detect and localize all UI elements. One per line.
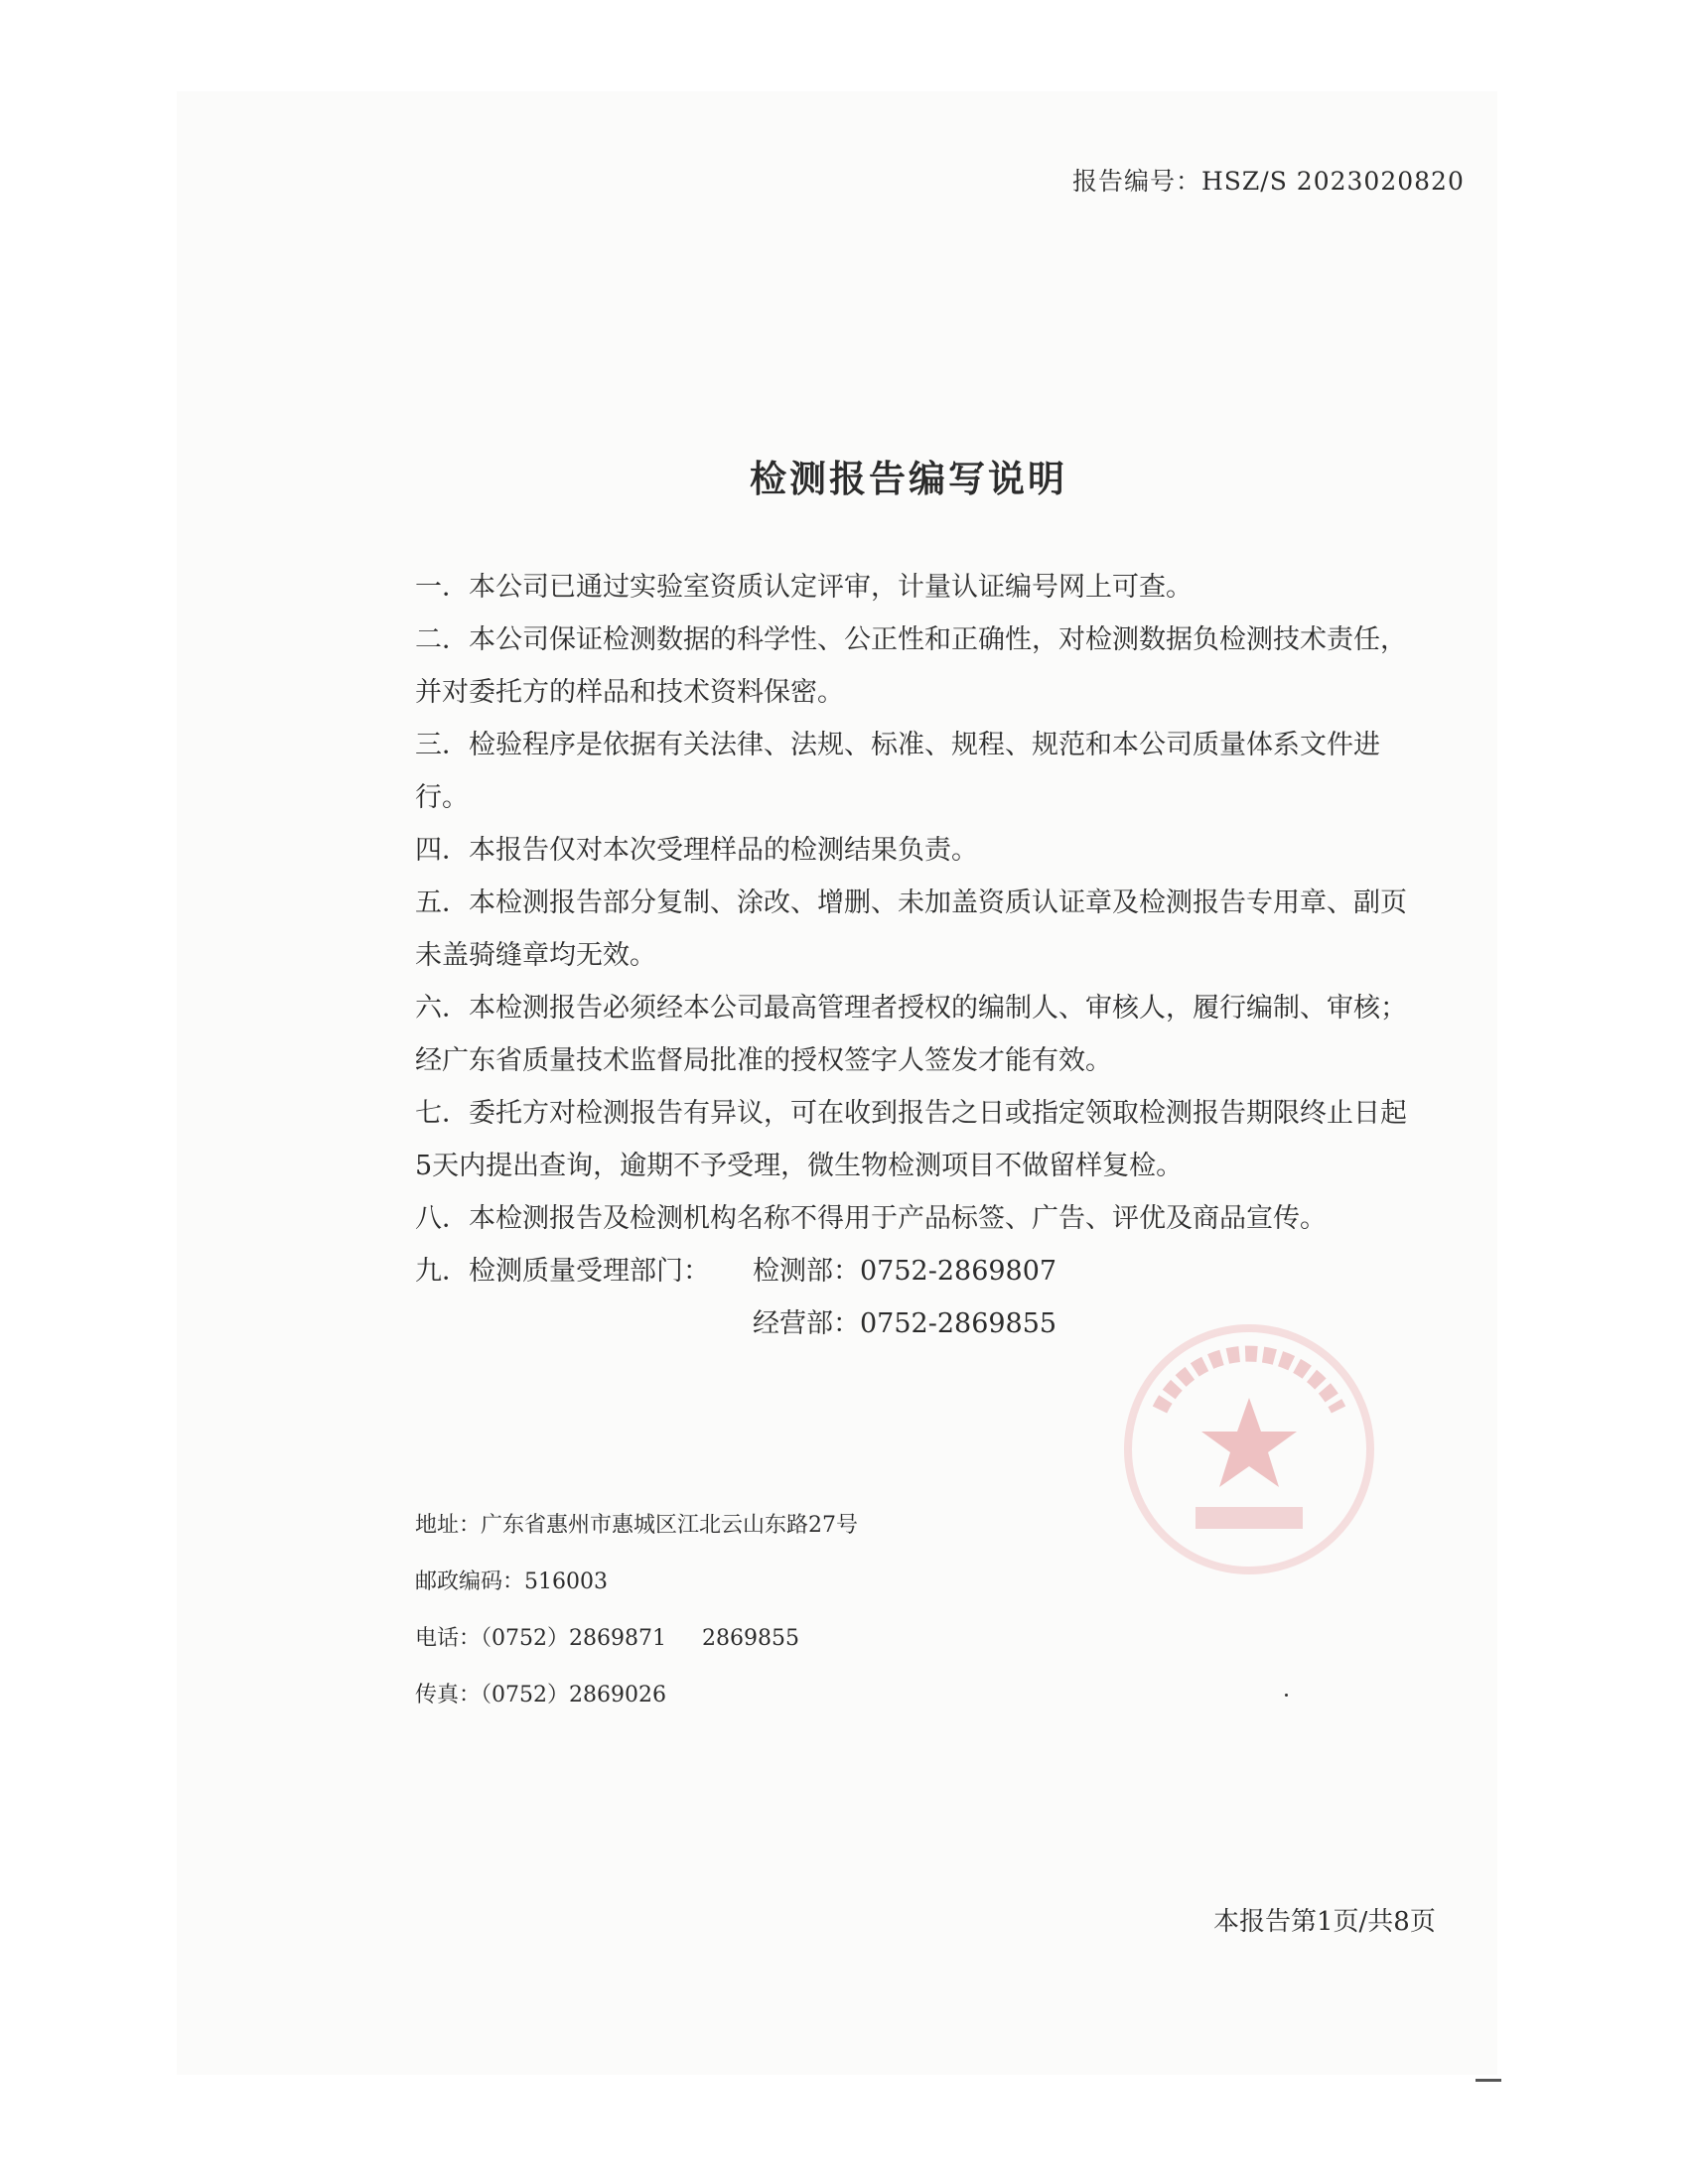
phone-secondary: 2869855 [701,1626,799,1651]
clause-item: 六．本检测报告必须经本公司最高管理者授权的编制人、审核人，履行编制、审核；经广东省质量技术监督局批准的授权签字人签发才能有效。 [415,993,1407,1076]
star-icon [1201,1398,1297,1487]
clause-item: 七．委托方对检测报告有异议，可在收到报告之日或指定领取检测报告期限终止日起5天内提出查询，逾期不予受理，微生物检测项目不做留样复检。 [415,1098,1407,1181]
testing-department-phone: 检测部：0752-2869807 [753,1256,1057,1287]
clause-item: 二．本公司保证检测数据的科学性、公正性和正确性，对检测数据负检测技术责任，并对委托方的样品和技术资料保密。 [415,624,1407,708]
page-number: 本报告第1页/共8页 [1213,1907,1436,1937]
phone-primary: 电话：（0752）2869871 [415,1626,666,1651]
business-department-phone: 经营部：0752-2869855 [753,1308,1057,1339]
clause-list [415,561,1408,1350]
clause-item: 八．本检测报告及检测机构名称不得用于产品标签、广告、评优及商品宣传。 [415,1203,1327,1234]
report-number: 报告编号：HSZ/S 2023020820 [1072,167,1465,196]
clause-item: 一．本公司已通过实验室资质认定评审，计量认证编号网上可查。 [415,572,1193,603]
contact-block [415,1497,858,1723]
clause-item: 五．本检测报告部分复制、涂改、增删、未加盖资质认证章及检测报告专用章、副页未盖骑缝章均无效。 [415,887,1407,971]
seal-code-text [1196,1507,1303,1529]
department-row [415,1245,1408,1297]
ink-dot [1285,1694,1288,1697]
corner-mark [1476,2079,1501,2082]
clause-item: 四．本报告仅对本次受理样品的检测结果负责。 [415,835,978,866]
fax-line: 传真：（0752）2869026 [415,1683,666,1707]
clause-item: 三．检验程序是依据有关法律、法规、标准、规程、规范和本公司质量体系文件进行。 [415,730,1380,813]
address-line: 地址：广东省惠州市惠城区江北云山东路27号 [415,1513,858,1538]
official-seal [1100,1300,1398,1598]
phone-line [415,1610,858,1667]
document-title: 检测报告编写说明 [750,457,1067,500]
postcode-line: 邮政编码：516003 [415,1570,608,1594]
department-label: 九．检测质量受理部门： [415,1256,710,1287]
